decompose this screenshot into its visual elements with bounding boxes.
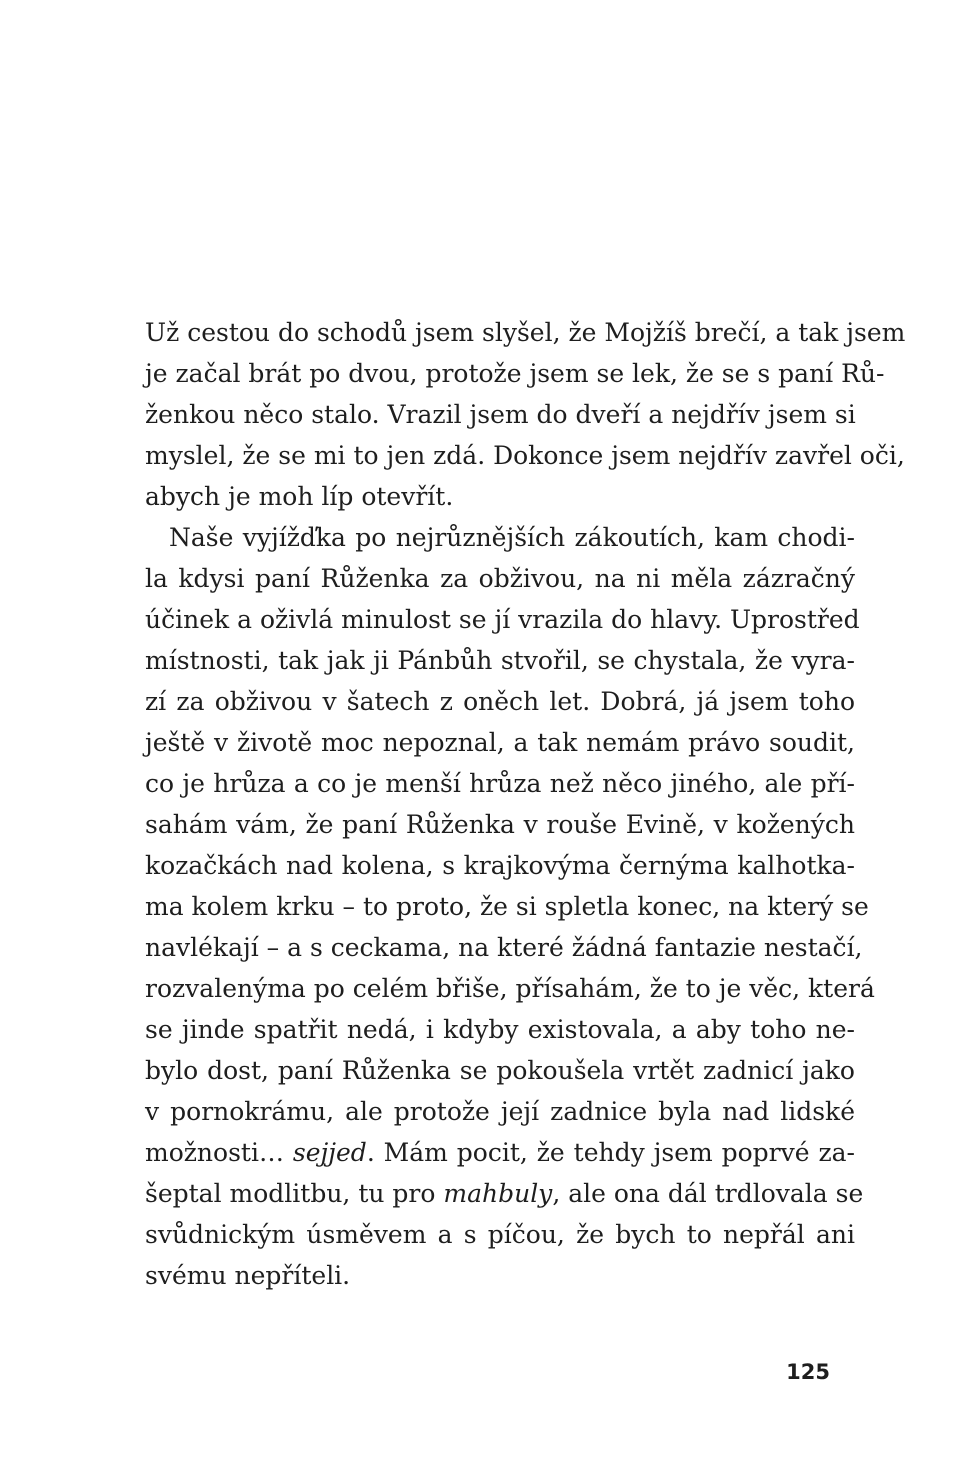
text-line: účinek a oživlá minulost se jí vrazila do hlavy. Uprostřed (145, 605, 860, 634)
text-line: se jinde spatřit nedá, i kdyby existovala, a aby toho ne- (145, 1015, 855, 1044)
text-line: ma kolem krku – to proto, že si spletla konec, na který se (145, 892, 869, 921)
text-line: myslel, že se mi to jen zdá. Dokonce jsem nejdřív zavřel oči, (145, 441, 905, 470)
text-line: sahám vám, že paní Růženka v rouše Evině, v kožených (145, 810, 855, 839)
page-number: 125 (786, 1360, 830, 1384)
text-run: možnosti… (145, 1138, 293, 1167)
text-line (145, 1132, 855, 1173)
text-line: Už cestou do schodů jsem slyšel, že Mojžíš brečí, a tak jsem (145, 318, 906, 347)
text-line: bylo dost, paní Růženka se pokoušela vrtět zadnicí jako (145, 1056, 855, 1085)
text-line: kozačkách nad kolena, s krajkovýma černýma kalhotka- (145, 851, 855, 880)
text-line: svému nepříteli. (145, 1261, 351, 1290)
text-line: ženkou něco stalo. Vrazil jsem do dveří a nejdřív jsem si (145, 400, 856, 429)
text-run: , ale ona dál trdlovala se (552, 1179, 864, 1208)
text-run: . Mám pocit, že tehdy jsem poprvé za- (366, 1138, 855, 1167)
text-line: rozvalenýma po celém břiše, přísahám, že to je věc, která (145, 974, 875, 1003)
text-line: je začal brát po dvou, protože jsem se lek, že se s paní Rů- (145, 359, 885, 388)
text-line: abych je moh líp otevřít. (145, 482, 454, 511)
text-line: navlékají – a s ceckama, na které žádná fantazie nestačí, (145, 933, 863, 962)
text-line: la kdysi paní Růženka za obživou, na ni měla zázračný (145, 564, 855, 593)
italic-word: sejjed (292, 1138, 367, 1167)
text-line (145, 1173, 864, 1214)
body-text (145, 312, 906, 1296)
text-line: místnosti, tak jak ji Pánbůh stvořil, se chystala, že vyra- (145, 646, 855, 675)
text-line: zí za obživou v šatech z oněch let. Dobrá, já jsem toho (145, 687, 855, 716)
text-run: šeptal modlitbu, tu pro (145, 1179, 444, 1208)
italic-word: mahbuly (443, 1179, 553, 1208)
text-line: co je hrůza a co je menší hrůza než něco jiného, ale pří- (145, 769, 855, 798)
text-line: Naše vyjížďka po nejrůznějších zákoutích, kam chodi- (169, 523, 855, 552)
paragraph (145, 312, 906, 517)
text-line: v pornokrámu, ale protože její zadnice byla nad lidské (145, 1097, 855, 1126)
paragraph (145, 517, 875, 1296)
text-line: svůdnickým úsměvem a s píčou, že bych to nepřál ani (145, 1220, 855, 1249)
text-line: ještě v životě moc nepoznal, a tak nemám právo soudit, (145, 728, 855, 757)
